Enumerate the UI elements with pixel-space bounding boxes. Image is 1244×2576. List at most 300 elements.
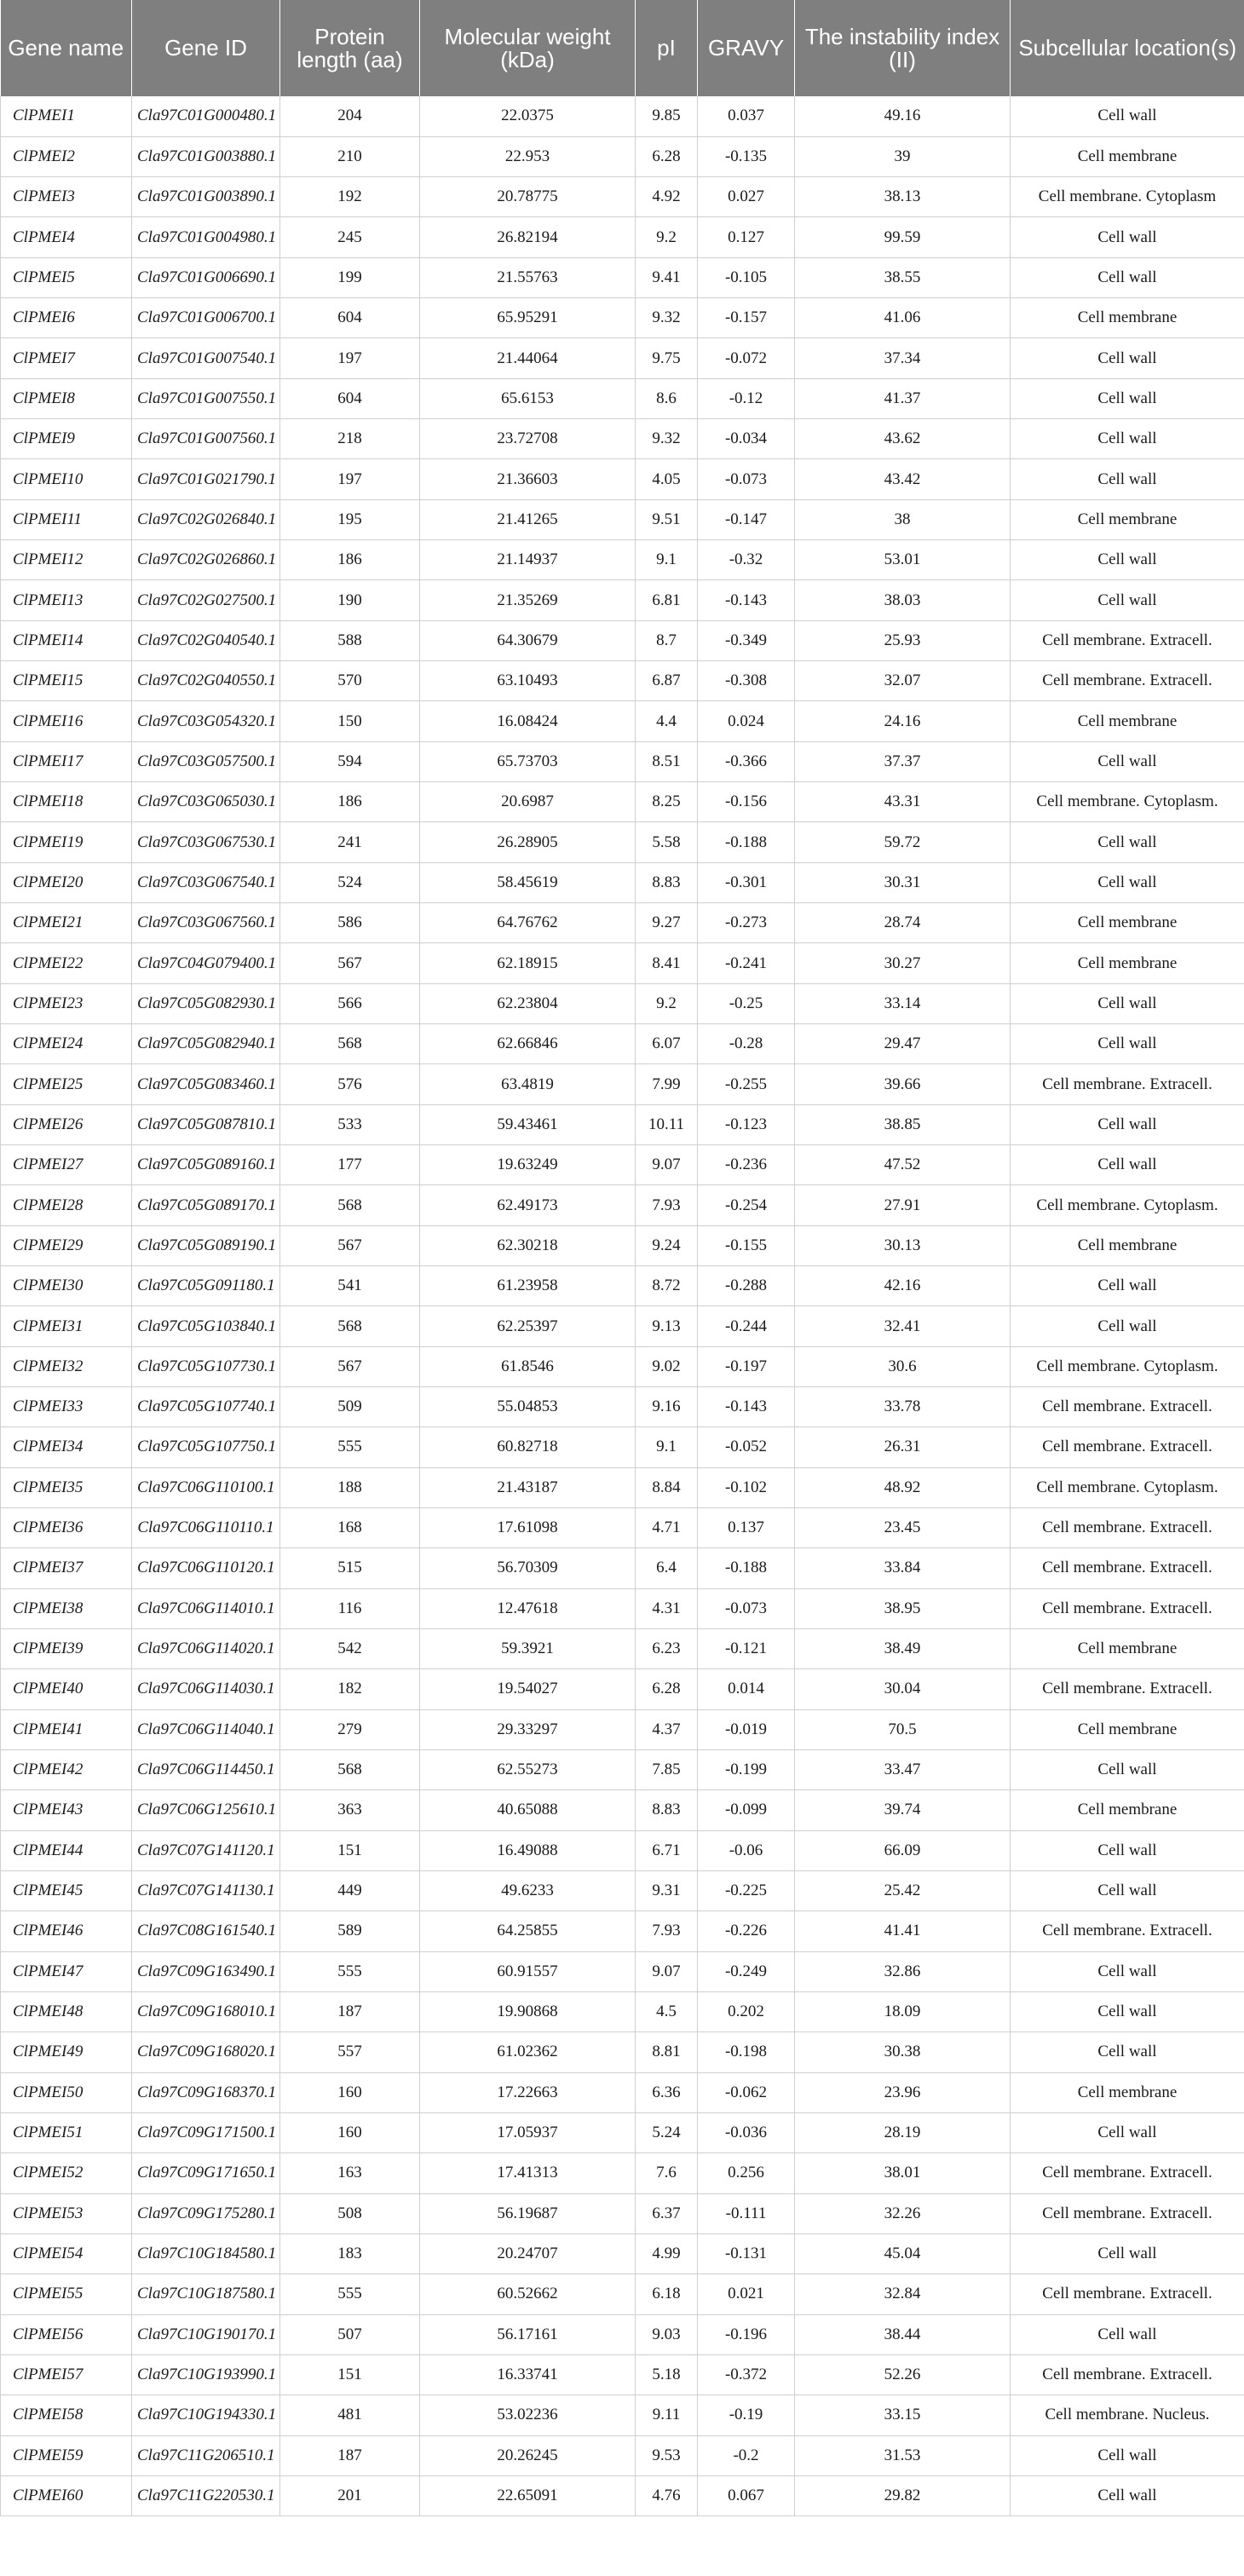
table-row (1, 459, 1244, 499)
header-protein-length: Protein length (aa) (280, 0, 420, 96)
cell-protein-length: 570 (280, 661, 420, 701)
cell-gravy: 0.027 (698, 177, 795, 217)
cell-pi: 4.92 (636, 177, 698, 217)
cell-instability-index: 31.53 (795, 2435, 1011, 2475)
cell-protein-length: 509 (280, 1387, 420, 1427)
cell-protein-length: 163 (280, 2153, 420, 2193)
cell-protein-length: 567 (280, 1346, 420, 1386)
cell-instability-index: 30.38 (795, 2032, 1011, 2072)
table-row (1, 2435, 1244, 2475)
cell-gene-id: Cla97C06G125610.1 (132, 1790, 280, 1830)
cell-subcellular-location: Cell wall (1011, 338, 1244, 378)
cell-gene-id: Cla97C05G082940.1 (132, 1024, 280, 1064)
cell-subcellular-location: Cell wall (1011, 2435, 1244, 2475)
cell-gravy: -0.249 (698, 1951, 795, 1991)
cell-pi: 5.58 (636, 822, 698, 862)
table-row (1, 2072, 1244, 2112)
cell-gene-name: ClPMEI25 (1, 1064, 132, 1104)
cell-gravy: -0.135 (698, 136, 795, 176)
cell-instability-index: 18.09 (795, 1991, 1011, 2031)
cell-protein-length: 566 (280, 983, 420, 1023)
cell-protein-length: 150 (280, 701, 420, 741)
cell-subcellular-location: Cell membrane (1011, 1709, 1244, 1749)
cell-gravy: -0.226 (698, 1911, 795, 1951)
cell-subcellular-location: Cell membrane. Extracell. (1011, 620, 1244, 660)
cell-gravy: -0.131 (698, 2233, 795, 2273)
table-row (1, 701, 1244, 741)
cell-gene-name: ClPMEI52 (1, 2153, 132, 2193)
cell-gene-id: Cla97C02G026860.1 (132, 540, 280, 580)
cell-molecular-weight: 21.14937 (420, 540, 636, 580)
cell-gravy: -0.073 (698, 459, 795, 499)
cell-molecular-weight: 60.82718 (420, 1427, 636, 1467)
cell-gravy: -0.06 (698, 1830, 795, 1870)
cell-instability-index: 32.26 (795, 2193, 1011, 2233)
cell-gene-id: Cla97C06G110100.1 (132, 1467, 280, 1507)
table-row (1, 983, 1244, 1023)
cell-instability-index: 43.42 (795, 459, 1011, 499)
cell-gravy: -0.034 (698, 419, 795, 459)
cell-pi: 9.32 (636, 419, 698, 459)
cell-molecular-weight: 62.18915 (420, 943, 636, 983)
cell-gene-id: Cla97C06G114030.1 (132, 1669, 280, 1709)
cell-subcellular-location: Cell membrane. Extracell. (1011, 2354, 1244, 2394)
cell-pi: 9.07 (636, 1951, 698, 1991)
cell-gravy: -0.254 (698, 1185, 795, 1225)
cell-subcellular-location: Cell wall (1011, 1870, 1244, 1910)
table-row (1, 1104, 1244, 1144)
cell-molecular-weight: 59.43461 (420, 1104, 636, 1144)
cell-gravy: -0.019 (698, 1709, 795, 1749)
cell-gene-id: Cla97C06G114040.1 (132, 1709, 280, 1749)
cell-gravy: -0.052 (698, 1427, 795, 1467)
cell-molecular-weight: 64.25855 (420, 1911, 636, 1951)
cell-gravy: -0.072 (698, 338, 795, 378)
cell-pi: 8.72 (636, 1266, 698, 1306)
cell-subcellular-location: Cell membrane (1011, 298, 1244, 338)
cell-instability-index: 66.09 (795, 1830, 1011, 1870)
cell-gene-name: ClPMEI46 (1, 1911, 132, 1951)
cell-gene-name: ClPMEI56 (1, 2314, 132, 2354)
cell-instability-index: 28.74 (795, 903, 1011, 943)
cell-molecular-weight: 62.25397 (420, 1306, 636, 1346)
cell-pi: 9.03 (636, 2314, 698, 2354)
cell-gene-id: Cla97C05G089160.1 (132, 1145, 280, 1185)
cell-subcellular-location: Cell membrane. Extracell. (1011, 661, 1244, 701)
table-row (1, 1548, 1244, 1588)
cell-protein-length: 568 (280, 1306, 420, 1346)
cell-gene-id: Cla97C10G194330.1 (132, 2395, 280, 2435)
cell-gene-name: ClPMEI27 (1, 1145, 132, 1185)
cell-pi: 6.71 (636, 1830, 698, 1870)
cell-gravy: -0.196 (698, 2314, 795, 2354)
cell-protein-length: 197 (280, 459, 420, 499)
cell-instability-index: 33.84 (795, 1548, 1011, 1588)
cell-gravy: -0.143 (698, 580, 795, 620)
cell-gravy: -0.073 (698, 1588, 795, 1628)
cell-molecular-weight: 61.02362 (420, 2032, 636, 2072)
cell-molecular-weight: 58.45619 (420, 862, 636, 902)
cell-gravy: -0.225 (698, 1870, 795, 1910)
cell-pi: 4.5 (636, 1991, 698, 2031)
cell-protein-length: 218 (280, 419, 420, 459)
cell-protein-length: 568 (280, 1185, 420, 1225)
table-row (1, 1830, 1244, 1870)
table-row (1, 338, 1244, 378)
cell-molecular-weight: 63.4819 (420, 1064, 636, 1104)
cell-gene-name: ClPMEI48 (1, 1991, 132, 2031)
cell-gravy: 0.137 (698, 1507, 795, 1547)
cell-subcellular-location: Cell wall (1011, 1749, 1244, 1789)
cell-gene-id: Cla97C06G114020.1 (132, 1628, 280, 1668)
cell-gene-id: Cla97C01G003880.1 (132, 136, 280, 176)
cell-subcellular-location: Cell wall (1011, 1104, 1244, 1144)
cell-gene-name: ClPMEI45 (1, 1870, 132, 1910)
cell-molecular-weight: 56.70309 (420, 1548, 636, 1588)
cell-instability-index: 41.41 (795, 1911, 1011, 1951)
cell-molecular-weight: 20.6987 (420, 782, 636, 822)
cell-pi: 6.81 (636, 580, 698, 620)
cell-molecular-weight: 65.6153 (420, 378, 636, 418)
cell-gravy: -0.372 (698, 2354, 795, 2394)
cell-gravy: -0.197 (698, 1346, 795, 1386)
cell-pi: 10.11 (636, 1104, 698, 1144)
cell-instability-index: 38.95 (795, 1588, 1011, 1628)
table-row (1, 1951, 1244, 1991)
cell-molecular-weight: 20.26245 (420, 2435, 636, 2475)
cell-molecular-weight: 65.73703 (420, 741, 636, 781)
cell-subcellular-location: Cell membrane. Extracell. (1011, 1669, 1244, 1709)
cell-gene-name: ClPMEI32 (1, 1346, 132, 1386)
header-row (1, 0, 1244, 96)
table-row (1, 580, 1244, 620)
cell-gene-id: Cla97C06G110110.1 (132, 1507, 280, 1547)
cell-subcellular-location: Cell wall (1011, 741, 1244, 781)
cell-molecular-weight: 62.49173 (420, 1185, 636, 1225)
cell-gravy: -0.188 (698, 822, 795, 862)
cell-gene-name: ClPMEI12 (1, 540, 132, 580)
table-row (1, 1507, 1244, 1547)
cell-gene-id: Cla97C05G083460.1 (132, 1064, 280, 1104)
cell-subcellular-location: Cell membrane. Extracell. (1011, 1911, 1244, 1951)
cell-gene-id: Cla97C09G171650.1 (132, 2153, 280, 2193)
cell-gene-id: Cla97C08G161540.1 (132, 1911, 280, 1951)
cell-molecular-weight: 49.6233 (420, 1870, 636, 1910)
cell-subcellular-location: Cell wall (1011, 2032, 1244, 2072)
cell-pi: 7.6 (636, 2153, 698, 2193)
cell-gene-id: Cla97C03G065030.1 (132, 782, 280, 822)
cell-gene-name: ClPMEI19 (1, 822, 132, 862)
cell-gravy: -0.099 (698, 1790, 795, 1830)
cell-subcellular-location: Cell wall (1011, 2475, 1244, 2515)
cell-gravy: -0.198 (698, 2032, 795, 2072)
table-row (1, 419, 1244, 459)
cell-gene-id: Cla97C01G003890.1 (132, 177, 280, 217)
cell-subcellular-location: Cell wall (1011, 1145, 1244, 1185)
cell-gene-id: Cla97C05G107740.1 (132, 1387, 280, 1427)
table-row (1, 298, 1244, 338)
cell-gene-id: Cla97C05G089170.1 (132, 1185, 280, 1225)
cell-pi: 6.4 (636, 1548, 698, 1588)
cell-gene-id: Cla97C05G087810.1 (132, 1104, 280, 1144)
cell-gravy: -0.28 (698, 1024, 795, 1064)
table-row (1, 1306, 1244, 1346)
cell-gene-name: ClPMEI24 (1, 1024, 132, 1064)
cell-gravy: -0.244 (698, 1306, 795, 1346)
cell-gene-id: Cla97C09G163490.1 (132, 1951, 280, 1991)
cell-instability-index: 38 (795, 499, 1011, 539)
cell-molecular-weight: 60.91557 (420, 1951, 636, 1991)
cell-gene-name: ClPMEI53 (1, 2193, 132, 2233)
cell-gene-id: Cla97C11G206510.1 (132, 2435, 280, 2475)
cell-gravy: -0.156 (698, 782, 795, 822)
cell-molecular-weight: 55.04853 (420, 1387, 636, 1427)
cell-instability-index: 39.74 (795, 1790, 1011, 1830)
cell-protein-length: 201 (280, 2475, 420, 2515)
cell-gene-id: Cla97C03G067560.1 (132, 903, 280, 943)
cell-protein-length: 542 (280, 1628, 420, 1668)
cell-gravy: 0.256 (698, 2153, 795, 2193)
cell-gene-name: ClPMEI8 (1, 378, 132, 418)
cell-gravy: 0.024 (698, 701, 795, 741)
cell-pi: 6.28 (636, 1669, 698, 1709)
cell-gravy: -0.188 (698, 1548, 795, 1588)
cell-pi: 9.27 (636, 903, 698, 943)
cell-pi: 4.05 (636, 459, 698, 499)
cell-gravy: 0.037 (698, 96, 795, 136)
cell-subcellular-location: Cell membrane. Extracell. (1011, 1548, 1244, 1588)
cell-gravy: -0.143 (698, 1387, 795, 1427)
cell-instability-index: 33.47 (795, 1749, 1011, 1789)
header-gene-name: Gene name (1, 0, 132, 96)
cell-gene-name: ClPMEI58 (1, 2395, 132, 2435)
cell-pi: 9.07 (636, 1145, 698, 1185)
cell-subcellular-location: Cell membrane (1011, 2072, 1244, 2112)
cell-gene-name: ClPMEI18 (1, 782, 132, 822)
cell-molecular-weight: 19.54027 (420, 1669, 636, 1709)
table-row (1, 2314, 1244, 2354)
cell-gene-name: ClPMEI11 (1, 499, 132, 539)
cell-gravy: -0.155 (698, 1225, 795, 1265)
cell-gene-id: Cla97C03G067530.1 (132, 822, 280, 862)
table-row (1, 1427, 1244, 1467)
table-row (1, 943, 1244, 983)
cell-instability-index: 30.04 (795, 1669, 1011, 1709)
cell-gene-id: Cla97C01G007540.1 (132, 338, 280, 378)
cell-subcellular-location: Cell membrane. Extracell. (1011, 1507, 1244, 1547)
cell-pi: 9.13 (636, 1306, 698, 1346)
cell-subcellular-location: Cell membrane (1011, 701, 1244, 741)
cell-molecular-weight: 16.49088 (420, 1830, 636, 1870)
cell-subcellular-location: Cell membrane. Extracell. (1011, 1588, 1244, 1628)
cell-gravy: -0.349 (698, 620, 795, 660)
cell-pi: 9.2 (636, 217, 698, 257)
cell-gene-id: Cla97C07G141120.1 (132, 1830, 280, 1870)
cell-subcellular-location: Cell membrane. Extracell. (1011, 1064, 1244, 1104)
cell-gravy: -0.241 (698, 943, 795, 983)
cell-pi: 9.02 (636, 1346, 698, 1386)
cell-pi: 4.31 (636, 1588, 698, 1628)
cell-protein-length: 481 (280, 2395, 420, 2435)
table-row (1, 2475, 1244, 2515)
table-header (1, 0, 1244, 96)
cell-subcellular-location: Cell wall (1011, 1951, 1244, 1991)
cell-gravy: -0.2 (698, 2435, 795, 2475)
cell-subcellular-location: Cell membrane. Cytoplasm (1011, 177, 1244, 217)
cell-pi: 8.81 (636, 2032, 698, 2072)
cell-protein-length: 151 (280, 2354, 420, 2394)
cell-protein-length: 190 (280, 580, 420, 620)
cell-gene-id: Cla97C09G175280.1 (132, 2193, 280, 2233)
table-row (1, 1628, 1244, 1668)
cell-gene-name: ClPMEI36 (1, 1507, 132, 1547)
cell-protein-length: 187 (280, 2435, 420, 2475)
cell-pi: 6.18 (636, 2274, 698, 2314)
cell-gravy: -0.111 (698, 2193, 795, 2233)
cell-subcellular-location: Cell wall (1011, 2112, 1244, 2152)
table-row (1, 903, 1244, 943)
cell-protein-length: 177 (280, 1145, 420, 1185)
cell-gene-name: ClPMEI55 (1, 2274, 132, 2314)
cell-pi: 9.1 (636, 540, 698, 580)
cell-gene-id: Cla97C01G004980.1 (132, 217, 280, 257)
table-row (1, 2354, 1244, 2394)
cell-protein-length: 195 (280, 499, 420, 539)
cell-gene-name: ClPMEI30 (1, 1266, 132, 1306)
cell-protein-length: 576 (280, 1064, 420, 1104)
table-row (1, 862, 1244, 902)
cell-protein-length: 363 (280, 1790, 420, 1830)
cell-gravy: -0.301 (698, 862, 795, 902)
cell-gravy: -0.19 (698, 2395, 795, 2435)
cell-protein-length: 555 (280, 1427, 420, 1467)
cell-protein-length: 567 (280, 943, 420, 983)
cell-gravy: -0.12 (698, 378, 795, 418)
cell-instability-index: 30.31 (795, 862, 1011, 902)
table-row (1, 741, 1244, 781)
cell-pi: 7.85 (636, 1749, 698, 1789)
cell-molecular-weight: 17.41313 (420, 2153, 636, 2193)
cell-subcellular-location: Cell wall (1011, 378, 1244, 418)
cell-instability-index: 30.13 (795, 1225, 1011, 1265)
cell-pi: 9.85 (636, 96, 698, 136)
cell-gene-name: ClPMEI17 (1, 741, 132, 781)
table-row (1, 217, 1244, 257)
cell-gravy: -0.157 (698, 298, 795, 338)
cell-instability-index: 28.19 (795, 2112, 1011, 2152)
cell-subcellular-location: Cell membrane. Cytoplasm. (1011, 1185, 1244, 1225)
cell-instability-index: 30.27 (795, 943, 1011, 983)
cell-subcellular-location: Cell wall (1011, 983, 1244, 1023)
cell-subcellular-location: Cell wall (1011, 257, 1244, 297)
cell-protein-length: 160 (280, 2072, 420, 2112)
table-row (1, 620, 1244, 660)
cell-gene-name: ClPMEI54 (1, 2233, 132, 2273)
cell-gene-id: Cla97C09G168020.1 (132, 2032, 280, 2072)
cell-subcellular-location: Cell membrane. Cytoplasm. (1011, 1467, 1244, 1507)
cell-gene-id: Cla97C10G193990.1 (132, 2354, 280, 2394)
cell-gene-id: Cla97C07G141130.1 (132, 1870, 280, 1910)
cell-gravy: -0.062 (698, 2072, 795, 2112)
cell-instability-index: 48.92 (795, 1467, 1011, 1507)
cell-protein-length: 515 (280, 1548, 420, 1588)
cell-molecular-weight: 19.63249 (420, 1145, 636, 1185)
table-row (1, 1225, 1244, 1265)
cell-pi: 9.51 (636, 499, 698, 539)
cell-subcellular-location: Cell membrane. Extracell. (1011, 1387, 1244, 1427)
cell-subcellular-location: Cell wall (1011, 540, 1244, 580)
cell-gravy: -0.102 (698, 1467, 795, 1507)
cell-protein-length: 568 (280, 1024, 420, 1064)
cell-gene-name: ClPMEI47 (1, 1951, 132, 1991)
cell-subcellular-location: Cell wall (1011, 96, 1244, 136)
cell-pi: 4.4 (636, 701, 698, 741)
cell-molecular-weight: 59.3921 (420, 1628, 636, 1668)
cell-pi: 6.23 (636, 1628, 698, 1668)
cell-molecular-weight: 56.19687 (420, 2193, 636, 2233)
cell-gene-id: Cla97C06G114450.1 (132, 1749, 280, 1789)
table-row (1, 2274, 1244, 2314)
table-row (1, 1185, 1244, 1225)
cell-protein-length: 555 (280, 2274, 420, 2314)
cell-gene-name: ClPMEI38 (1, 1588, 132, 1628)
cell-molecular-weight: 60.52662 (420, 2274, 636, 2314)
cell-pi: 8.7 (636, 620, 698, 660)
cell-gene-id: Cla97C01G006700.1 (132, 298, 280, 338)
cell-pi: 6.87 (636, 661, 698, 701)
cell-gene-name: ClPMEI37 (1, 1548, 132, 1588)
cell-instability-index: 33.14 (795, 983, 1011, 1023)
cell-instability-index: 27.91 (795, 1185, 1011, 1225)
cell-subcellular-location: Cell membrane. Extracell. (1011, 1427, 1244, 1467)
table-row (1, 540, 1244, 580)
cell-gene-name: ClPMEI3 (1, 177, 132, 217)
cell-gravy: -0.288 (698, 1266, 795, 1306)
cell-protein-length: 188 (280, 1467, 420, 1507)
cell-molecular-weight: 22.953 (420, 136, 636, 176)
cell-instability-index: 38.44 (795, 2314, 1011, 2354)
cell-gene-name: ClPMEI39 (1, 1628, 132, 1668)
cell-protein-length: 151 (280, 1830, 420, 1870)
cell-protein-length: 589 (280, 1911, 420, 1951)
cell-molecular-weight: 17.22663 (420, 2072, 636, 2112)
cell-molecular-weight: 40.65088 (420, 1790, 636, 1830)
cell-subcellular-location: Cell membrane (1011, 1628, 1244, 1668)
cell-gene-name: ClPMEI4 (1, 217, 132, 257)
table-row (1, 1064, 1244, 1104)
cell-gene-name: ClPMEI23 (1, 983, 132, 1023)
cell-instability-index: 49.16 (795, 96, 1011, 136)
cell-protein-length: 508 (280, 2193, 420, 2233)
cell-gene-id: Cla97C01G000480.1 (132, 96, 280, 136)
cell-instability-index: 24.16 (795, 701, 1011, 741)
cell-gene-name: ClPMEI2 (1, 136, 132, 176)
table-row (1, 96, 1244, 136)
cell-pi: 9.53 (636, 2435, 698, 2475)
table-row (1, 1145, 1244, 1185)
cell-molecular-weight: 17.05937 (420, 2112, 636, 2152)
cell-gene-id: Cla97C06G114010.1 (132, 1588, 280, 1628)
cell-gene-name: ClPMEI5 (1, 257, 132, 297)
cell-gene-name: ClPMEI35 (1, 1467, 132, 1507)
table-row (1, 2233, 1244, 2273)
cell-gene-name: ClPMEI6 (1, 298, 132, 338)
cell-gene-name: ClPMEI43 (1, 1790, 132, 1830)
cell-molecular-weight: 22.65091 (420, 2475, 636, 2515)
cell-gene-id: Cla97C01G006690.1 (132, 257, 280, 297)
cell-gene-id: Cla97C02G026840.1 (132, 499, 280, 539)
cell-gene-name: ClPMEI60 (1, 2475, 132, 2515)
